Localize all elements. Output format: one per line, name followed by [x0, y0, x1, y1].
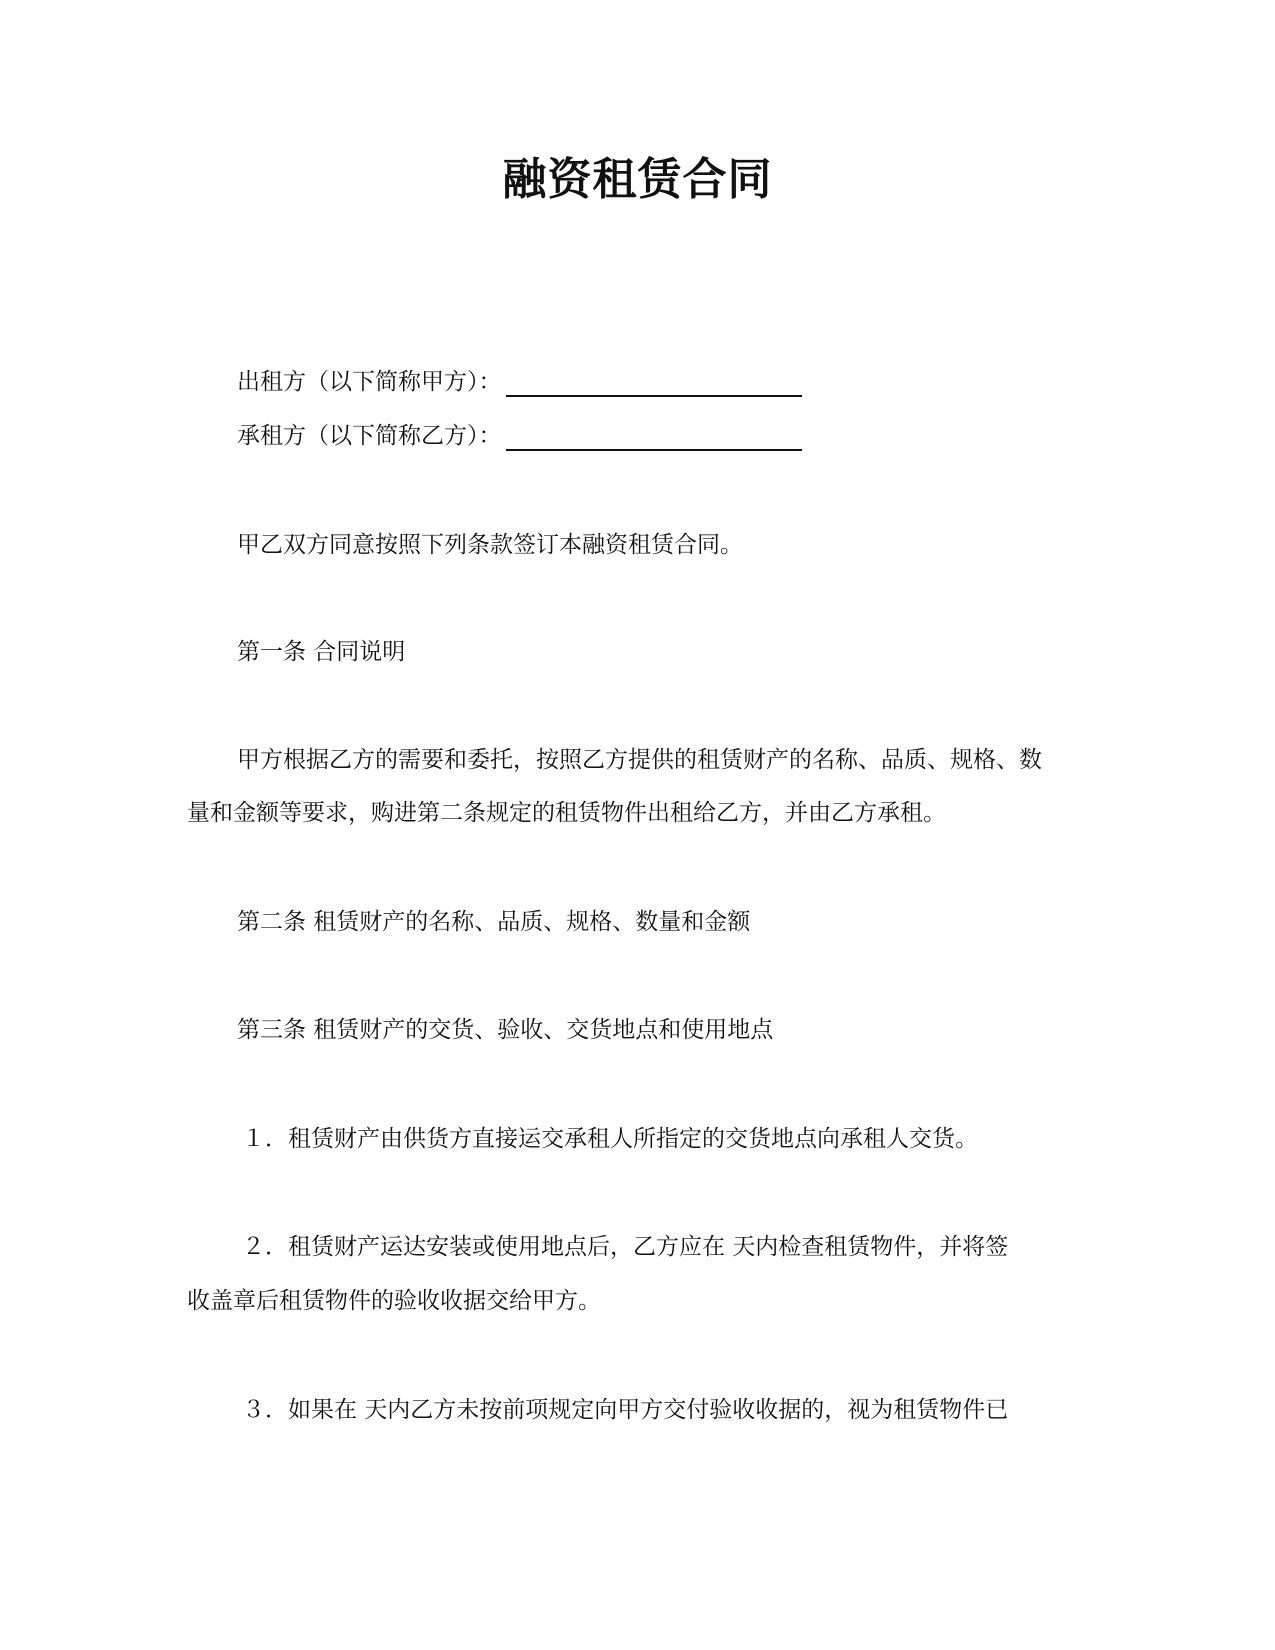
article-3-item-2-line-1: ２．租赁财产运达安装或使用地点后，乙方应在 天内检查租赁物件，并将签 — [242, 1234, 1009, 1260]
article-3-item-2-line-2: 收盖章后租赁物件的验收收据交给甲方。 — [187, 1288, 601, 1314]
article-2-heading: 第二条 租赁财产的名称、品质、规格、数量和金额 — [237, 909, 751, 935]
lessor-name-blank — [506, 373, 802, 397]
article-1-body-line-2: 量和金额等要求，购进第二条规定的租赁物件出租给乙方，并由乙方承租。 — [187, 800, 946, 826]
article-3-item-1: １．租赁财产由供货方直接运交承租人所指定的交货地点向承租人交货。 — [242, 1126, 978, 1152]
article-1-heading: 第一条 合同说明 — [237, 639, 406, 665]
lessor-line — [237, 367, 802, 397]
article-3-item-3-line-1: ３．如果在 天内乙方未按前项规定向甲方交付验收收据的，视为租赁物件已 — [242, 1397, 1009, 1423]
intro-paragraph: 甲乙双方同意按照下列条款签订本融资租赁合同。 — [237, 532, 743, 558]
lessee-name-blank — [506, 427, 802, 451]
lessor-label: 出租方（以下简称甲方）： — [237, 369, 502, 395]
lessee-label: 承租方（以下简称乙方）： — [237, 423, 502, 449]
lessee-line — [237, 421, 802, 451]
article-3-heading: 第三条 租赁财产的交货、验收、交货地点和使用地点 — [237, 1017, 774, 1043]
article-1-body-line-1: 甲方根据乙方的需要和委托，按照乙方提供的租赁财产的名称、品质、规格、数 — [237, 747, 1042, 773]
document-title: 融资租赁合同 — [502, 154, 773, 205]
